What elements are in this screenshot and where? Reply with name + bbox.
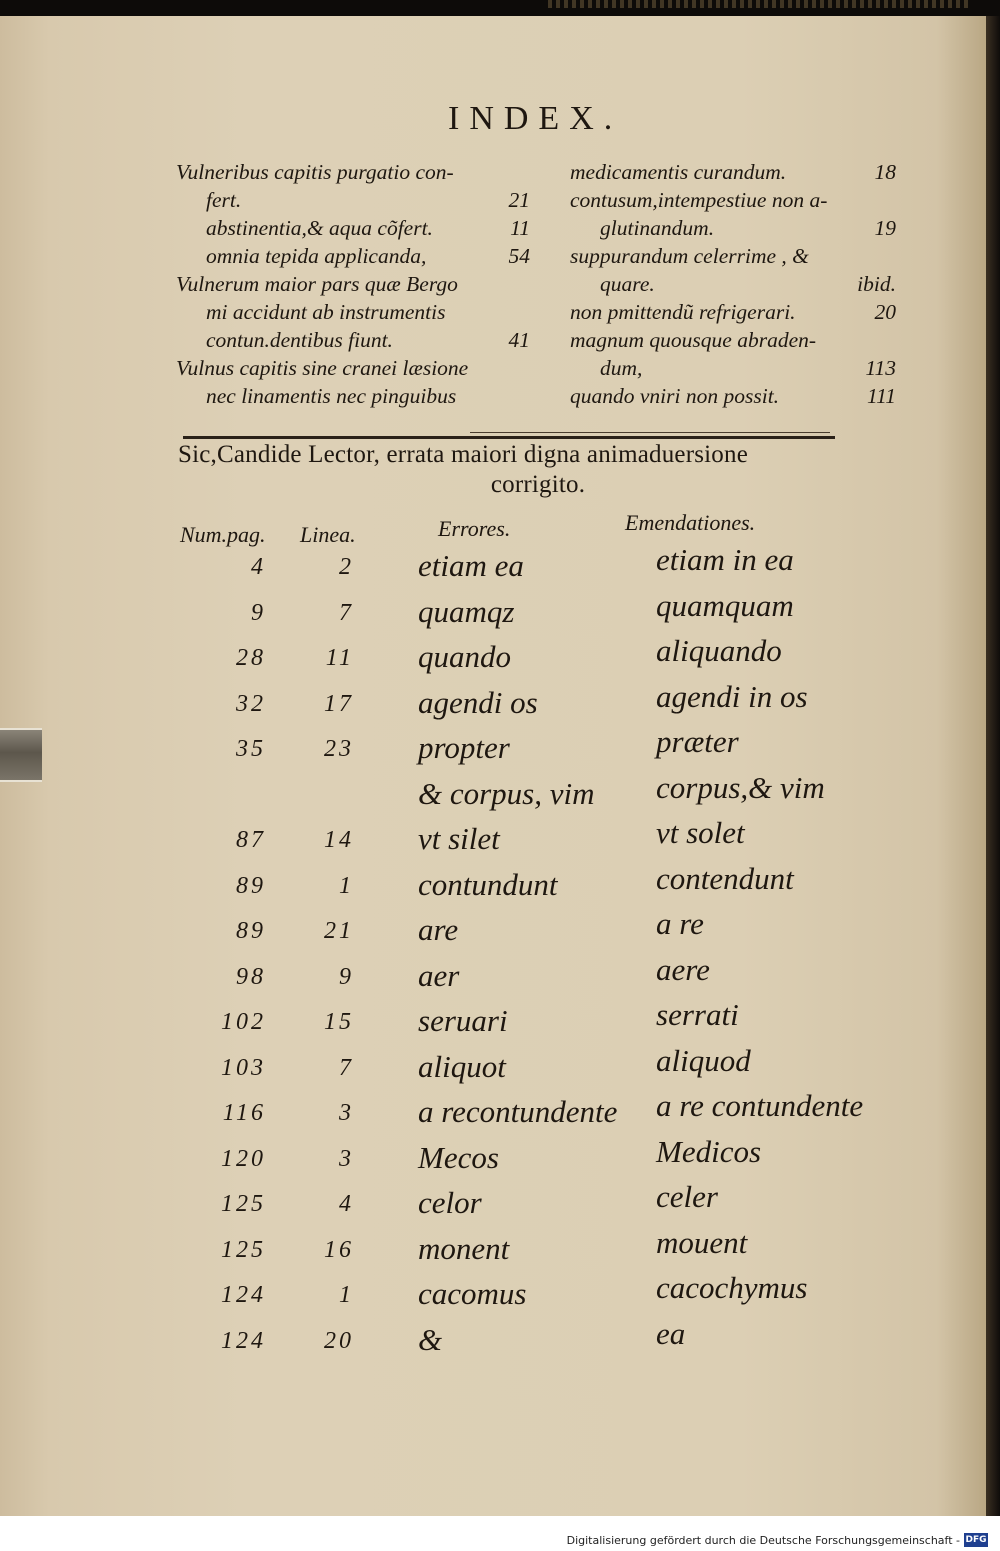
index-entry bbox=[176, 298, 530, 326]
errata-correction: a re contundente bbox=[656, 1088, 864, 1123]
errata-correction: cacochymus bbox=[656, 1270, 808, 1305]
errata-row bbox=[0, 724, 1000, 776]
errata-row bbox=[0, 1088, 1000, 1140]
index-entry-text: Vulnus capitis sine cranei læsione bbox=[176, 356, 469, 380]
errata-page: 9 bbox=[251, 599, 266, 626]
errata-error: propter bbox=[418, 730, 510, 765]
index-entry bbox=[176, 270, 530, 298]
index-entry-text: contun.dentibus fiunt. bbox=[206, 328, 393, 352]
errata-row bbox=[0, 860, 1000, 913]
errata-error: are bbox=[418, 912, 459, 947]
index-entry bbox=[176, 382, 530, 410]
errata-line: 4 bbox=[339, 1191, 354, 1217]
errata-page: 102 bbox=[221, 1009, 266, 1035]
errata-row bbox=[0, 815, 1000, 867]
errata-correction: a re bbox=[656, 906, 704, 941]
index-entry bbox=[176, 326, 530, 354]
errata-correction: aere bbox=[656, 951, 710, 987]
errata-page: 120 bbox=[221, 1145, 266, 1172]
index-entry bbox=[176, 242, 530, 270]
errata-correction: ea bbox=[656, 1315, 686, 1351]
errata-error: seruari bbox=[418, 1003, 508, 1038]
header-emendationes: Emendationes. bbox=[625, 510, 756, 535]
errata-correction: aliquando bbox=[656, 633, 782, 668]
errata-row bbox=[0, 678, 1000, 731]
index-entry-page: 41 bbox=[508, 328, 530, 352]
errata-line: 20 bbox=[324, 1327, 354, 1354]
errata-row bbox=[0, 1179, 1000, 1231]
errata-row bbox=[0, 1270, 1000, 1322]
index-entry-text: medicamentis curandum. bbox=[570, 160, 787, 184]
errata-heading-line1: Sic,Candide Lector, errata maiori digna animaduersione bbox=[178, 441, 749, 468]
errata-correction: Medicos bbox=[656, 1133, 762, 1169]
errata-error: a recontundente bbox=[418, 1094, 618, 1129]
index-entry bbox=[570, 186, 896, 214]
errata-error: etiam ea bbox=[418, 548, 524, 583]
index-entry bbox=[176, 354, 530, 382]
errata-page: 103 bbox=[221, 1054, 266, 1081]
errata-correction: agendi in os bbox=[656, 678, 808, 714]
index-entry-page: 111 bbox=[866, 384, 896, 408]
dfg-logo-icon: DFG bbox=[965, 1535, 987, 1545]
errata-line: 1 bbox=[339, 1282, 354, 1308]
errata-page: 89 bbox=[236, 872, 266, 899]
errata-error: cacomus bbox=[418, 1276, 527, 1311]
index-entry bbox=[570, 214, 896, 242]
index-entry bbox=[570, 242, 896, 270]
index-column-right bbox=[570, 158, 896, 410]
errata-page: 116 bbox=[222, 1100, 266, 1126]
errata-page: 35 bbox=[236, 736, 266, 762]
errata-error: & corpus, vim bbox=[418, 775, 595, 811]
errata-page: 32 bbox=[236, 690, 266, 717]
errata-correction: etiam in ea bbox=[656, 542, 794, 577]
index-entry-text: Vulneribus capitis purgatio con- bbox=[176, 160, 454, 184]
index-entry-text: mi accidunt ab instrumentis bbox=[206, 300, 446, 324]
errata-row bbox=[0, 587, 1000, 640]
errata-correction: præter bbox=[656, 724, 739, 759]
errata-table bbox=[0, 542, 1000, 1367]
errata-correction: serrati bbox=[656, 997, 739, 1032]
divider-rule bbox=[183, 436, 835, 439]
errata-page: 98 bbox=[236, 963, 266, 990]
index-entry-text: omnia tepida applicanda, bbox=[206, 244, 427, 268]
index-entry bbox=[176, 158, 530, 186]
errata-row bbox=[0, 1224, 1000, 1277]
book-edge-texture bbox=[548, 0, 968, 8]
index-entry-page: 54 bbox=[508, 244, 530, 268]
index-entry-page: ibid. bbox=[857, 272, 896, 296]
errata-row bbox=[0, 1315, 1000, 1368]
errata-line: 7 bbox=[339, 599, 354, 626]
index-entry bbox=[570, 354, 896, 382]
index-entry bbox=[570, 298, 896, 326]
index-entry bbox=[176, 186, 530, 214]
errata-line: 17 bbox=[324, 690, 354, 717]
index-entry bbox=[570, 382, 896, 410]
errata-page: 124 bbox=[221, 1282, 266, 1308]
errata-heading-line2: corrigito. bbox=[490, 471, 586, 498]
errata-error: vt silet bbox=[418, 821, 500, 856]
index-entry bbox=[570, 270, 896, 298]
errata-line: 15 bbox=[324, 1009, 354, 1035]
errata-line: 3 bbox=[339, 1100, 354, 1126]
errata-error: agendi os bbox=[418, 684, 538, 720]
errata-error: & bbox=[418, 1321, 443, 1357]
errata-correction: celer bbox=[656, 1179, 718, 1214]
errata-row bbox=[0, 542, 1000, 594]
errata-page: 125 bbox=[221, 1236, 266, 1263]
index-entry-text: glutinandum. bbox=[600, 216, 715, 240]
errata-line: 16 bbox=[324, 1236, 354, 1263]
errata-page: 125 bbox=[221, 1191, 266, 1217]
errata-error: quando bbox=[418, 639, 511, 674]
errata-page: 124 bbox=[221, 1327, 266, 1354]
errata-line: 2 bbox=[339, 554, 354, 580]
index-column-left bbox=[176, 158, 530, 410]
errata-line: 1 bbox=[339, 872, 354, 899]
index-entry-text: Vulnerum maior pars quæ Bergo bbox=[176, 272, 458, 296]
errata-error: Mecos bbox=[418, 1139, 499, 1175]
errata-line: 11 bbox=[325, 645, 354, 671]
index-entry bbox=[570, 326, 896, 354]
errata-correction: quamquam bbox=[656, 587, 794, 623]
errata-row bbox=[0, 997, 1000, 1049]
index-entry-text: magnum quousque abraden- bbox=[570, 328, 817, 352]
errata-correction: mouent bbox=[656, 1224, 748, 1260]
errata-row bbox=[0, 906, 1000, 958]
header-num-pag: Num.pag. bbox=[180, 522, 266, 547]
index-entry-text: non pmittendũ refrigerari. bbox=[570, 300, 796, 324]
errata-correction: contendunt bbox=[656, 860, 794, 896]
index-entry-page: 19 bbox=[874, 216, 896, 240]
errata-row bbox=[0, 633, 1000, 685]
index-entry-text: quando vniri non possit. bbox=[570, 384, 780, 408]
errata-column-headers bbox=[0, 510, 1000, 547]
errata-line: 21 bbox=[324, 918, 354, 944]
index-entry-text: contusum,intempestiue non a- bbox=[570, 188, 828, 212]
errata-page: 28 bbox=[236, 645, 266, 671]
errata-line: 9 bbox=[339, 963, 354, 990]
errata-row bbox=[0, 1133, 1000, 1186]
errata-correction: vt solet bbox=[656, 815, 745, 850]
divider-rule-thin bbox=[470, 432, 830, 433]
index-entry-page: 20 bbox=[874, 300, 896, 324]
errata-error: aliquot bbox=[418, 1048, 506, 1084]
errata-error: monent bbox=[418, 1230, 510, 1266]
errata-correction: corpus,& vim bbox=[656, 769, 825, 805]
errata-page: 4 bbox=[251, 554, 266, 580]
page-title: INDEX. bbox=[448, 100, 623, 137]
errata-heading bbox=[178, 440, 898, 500]
header-errores: Errores. bbox=[438, 516, 511, 541]
index-entry-page: 18 bbox=[874, 160, 896, 184]
errata-error: quamqz bbox=[418, 593, 515, 629]
index-entry-page: 11 bbox=[510, 216, 530, 240]
errata-line: 23 bbox=[324, 736, 354, 762]
errata-line: 7 bbox=[339, 1054, 354, 1081]
errata-row bbox=[0, 951, 1000, 1004]
errata-correction: aliquod bbox=[656, 1042, 751, 1078]
index-entry-text: fert. bbox=[206, 188, 242, 212]
errata-page: 87 bbox=[236, 827, 266, 853]
index-entry-text: suppurandum celerrime , & bbox=[570, 244, 809, 268]
index-entry-text: nec linamentis nec pinguibus bbox=[206, 384, 457, 408]
errata-line: 14 bbox=[324, 827, 354, 853]
errata-error: aer bbox=[418, 957, 460, 993]
index-entry-text: quare. bbox=[600, 272, 655, 296]
index-entry-text: dum, bbox=[600, 356, 643, 380]
index-entry-page: 113 bbox=[865, 356, 896, 380]
index-entry bbox=[176, 214, 530, 242]
errata-error: celor bbox=[418, 1185, 482, 1220]
errata-row bbox=[0, 769, 1000, 822]
errata-page: 89 bbox=[236, 918, 266, 944]
index-entry-page: 21 bbox=[508, 188, 530, 212]
errata-error: contundunt bbox=[418, 866, 558, 902]
header-linea: Linea. bbox=[300, 522, 356, 547]
digitization-credit: Digitalisierung gefördert durch die Deutsche Forschungsgemeinschaft - bbox=[566, 1534, 960, 1547]
index-entry bbox=[570, 158, 896, 186]
index-entry-text: abstinentia,& aqua cõfert. bbox=[206, 216, 433, 240]
errata-line: 3 bbox=[339, 1145, 354, 1172]
